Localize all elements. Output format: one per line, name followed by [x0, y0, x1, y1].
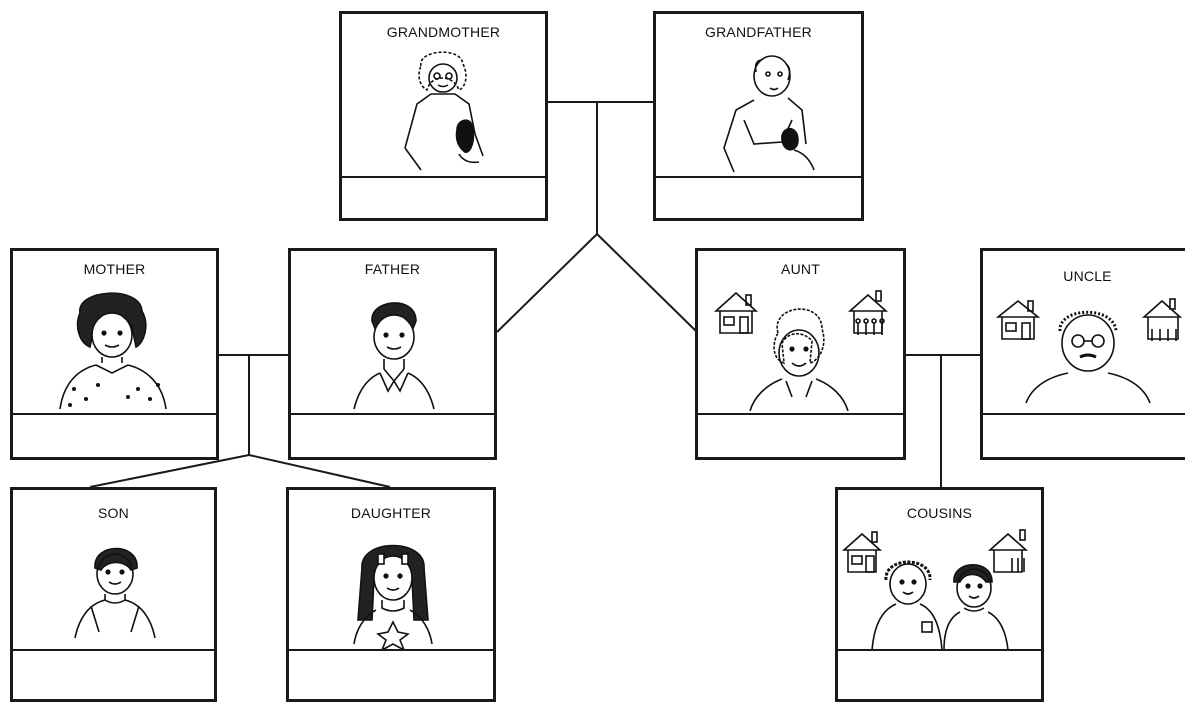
father-card: [288, 248, 497, 460]
house-icon: [716, 293, 756, 333]
daughter-picture: [289, 528, 493, 658]
house-icon: [844, 532, 880, 572]
cousins-label: COUSINS: [906, 505, 973, 521]
aunt-card: [695, 248, 906, 460]
grandmother-card: [339, 11, 548, 221]
uncle-card: [980, 248, 1185, 460]
house-with-family-icon: [1144, 299, 1180, 341]
grandfather-picture: [656, 44, 861, 174]
daughter-label: DAUGHTER: [350, 505, 432, 521]
son-picture: [13, 528, 214, 658]
daughter-name-box[interactable]: [289, 649, 493, 699]
son-label: SON: [98, 505, 129, 521]
grandmother-picture: [342, 44, 545, 174]
aunt-label: AUNT: [781, 261, 820, 277]
mother-name-box[interactable]: [13, 413, 216, 457]
house-with-family-icon: [990, 530, 1026, 572]
mother-picture: [13, 281, 216, 411]
grandfather-name-box[interactable]: [656, 176, 861, 218]
aunt-name-box[interactable]: [698, 413, 903, 457]
daughter-card: [286, 487, 496, 702]
father-label: FATHER: [364, 261, 421, 277]
uncle-name-box[interactable]: [983, 413, 1185, 457]
mother-card: [10, 248, 219, 460]
cousins-name-box[interactable]: [838, 649, 1041, 699]
grandfather-label: GRANDFATHER: [705, 24, 812, 40]
mother-label: MOTHER: [83, 261, 146, 277]
aunt-picture: [698, 281, 903, 411]
branch-to-father: [497, 234, 597, 332]
cousins-card: [835, 487, 1044, 702]
house-icon: [998, 301, 1038, 339]
son-card: [10, 487, 217, 702]
grandfather-card: [653, 11, 864, 221]
uncle-label: UNCLE: [1063, 268, 1112, 284]
uncle-picture: [983, 291, 1185, 415]
house-with-family-icon: [850, 291, 886, 335]
father-picture: [291, 281, 494, 411]
grandmother-label: GRANDMOTHER: [386, 24, 501, 40]
cousins-picture: [838, 526, 1041, 656]
grandmother-name-box[interactable]: [342, 176, 545, 218]
son-name-box[interactable]: [13, 649, 214, 699]
branch-to-aunt: [597, 234, 697, 332]
father-name-box[interactable]: [291, 413, 494, 457]
